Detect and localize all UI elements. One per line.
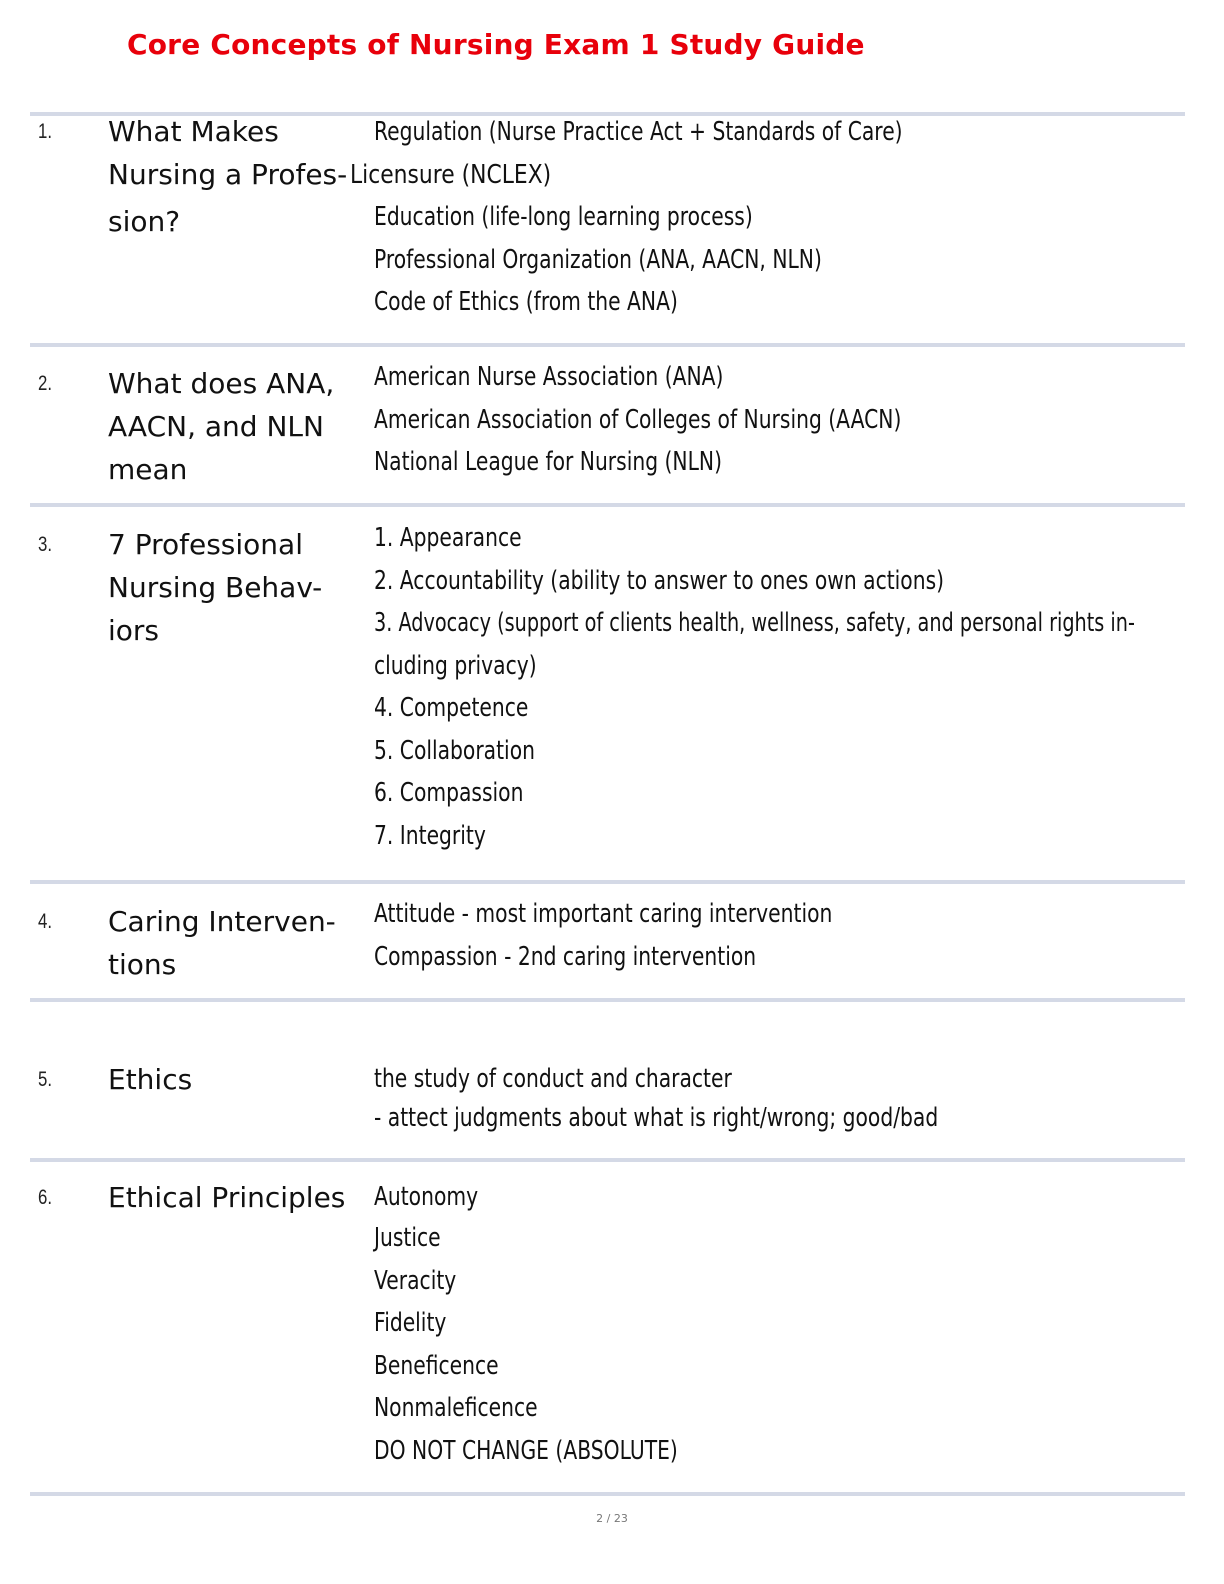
question-line: mean <box>108 453 188 486</box>
answer-line: cluding privacy) <box>374 650 537 681</box>
question-line: Caring Interven- <box>108 905 336 938</box>
answer-line: 3. Advocacy (support of clients health, wellness, safety, and personal rights in- <box>374 608 1135 638</box>
question-line: Nursing a Profes- <box>108 158 348 191</box>
section-question <box>108 900 358 986</box>
answer-line: Professional Organization (ANA, AACN, NLN) <box>374 244 822 275</box>
section-question <box>108 362 358 491</box>
answer-line: 6. Compassion <box>374 778 524 808</box>
answer-line: Attitude - most important caring intervention <box>374 899 833 929</box>
answer-line: the study of conduct and character <box>374 1064 732 1094</box>
question-line: sion? <box>108 205 181 238</box>
question-line: tions <box>108 948 177 981</box>
answer-line: American Nurse Association (ANA) <box>374 362 724 392</box>
answer-line: Nonmaleficence <box>374 1393 538 1423</box>
section-question <box>108 110 358 243</box>
answer-line: Regulation (Nurse Practice Act + Standards of Care) <box>374 117 903 147</box>
question-line: iors <box>108 614 160 647</box>
section-number: 4. <box>38 910 53 933</box>
divider <box>30 998 1185 1002</box>
question-line: AACN, and NLN <box>108 410 324 443</box>
answer-line: 5. Collaboration <box>374 735 535 766</box>
question-line: Ethical Principles <box>108 1181 346 1214</box>
question-line: Nursing Behav- <box>108 571 323 604</box>
section-answers <box>374 1177 764 1472</box>
answer-line: National League for Nursing (NLN) <box>374 447 722 477</box>
divider <box>30 1158 1185 1162</box>
section-number: 6. <box>38 1186 53 1209</box>
answer-line: Fidelity <box>374 1308 447 1338</box>
section-number: 5. <box>38 1068 53 1091</box>
answer-line: Code of Ethics (from the ANA) <box>374 287 678 317</box>
answer-line: DO NOT CHANGE (ABSOLUTE) <box>374 1435 678 1466</box>
section-answers <box>374 517 1224 857</box>
section-question <box>108 1058 358 1101</box>
divider <box>30 503 1185 507</box>
section-question <box>108 523 358 652</box>
section-number: 2. <box>38 372 53 395</box>
section-answers <box>374 893 962 978</box>
answer-line: Veracity <box>374 1265 457 1296</box>
section-answers <box>374 1059 1097 1137</box>
answer-line: 7. Integrity <box>374 820 486 851</box>
answer-line: 1. Appearance <box>374 523 522 553</box>
question-line: What Makes <box>108 115 279 148</box>
answer-line: Education (life-long learning process) <box>374 202 753 232</box>
divider <box>30 343 1185 347</box>
divider <box>30 1492 1185 1496</box>
answer-line: 2. Accountability (ability to answer to ones own actions) <box>374 565 945 596</box>
page-title: Core Concepts of Nursing Exam 1 Study Guide <box>127 28 865 61</box>
answer-line: Beneficence <box>374 1350 499 1381</box>
question-line: What does ANA, <box>108 367 335 400</box>
section-answers <box>350 111 1052 324</box>
question-line: 7 Professional <box>108 528 303 561</box>
answer-line: Justice <box>374 1223 441 1253</box>
page-number: 2 / 23 <box>596 1512 628 1525</box>
question-line: Ethics <box>108 1063 193 1096</box>
answer-line: Compassion - 2nd caring intervention <box>374 941 757 972</box>
answer-line: Licensure (NCLEX) <box>350 159 552 190</box>
section-answers <box>374 356 1050 484</box>
section-number: 1. <box>38 120 53 143</box>
section-question <box>108 1176 358 1219</box>
divider <box>30 880 1185 884</box>
answer-line: American Association of Colleges of Nursing (AACN) <box>374 404 902 435</box>
answer-line: - attect judgments about what is right/wrong; good/bad <box>374 1103 939 1133</box>
section-number: 3. <box>38 533 53 556</box>
answer-line: Autonomy <box>374 1182 479 1212</box>
answer-line: 4. Competence <box>374 693 529 723</box>
